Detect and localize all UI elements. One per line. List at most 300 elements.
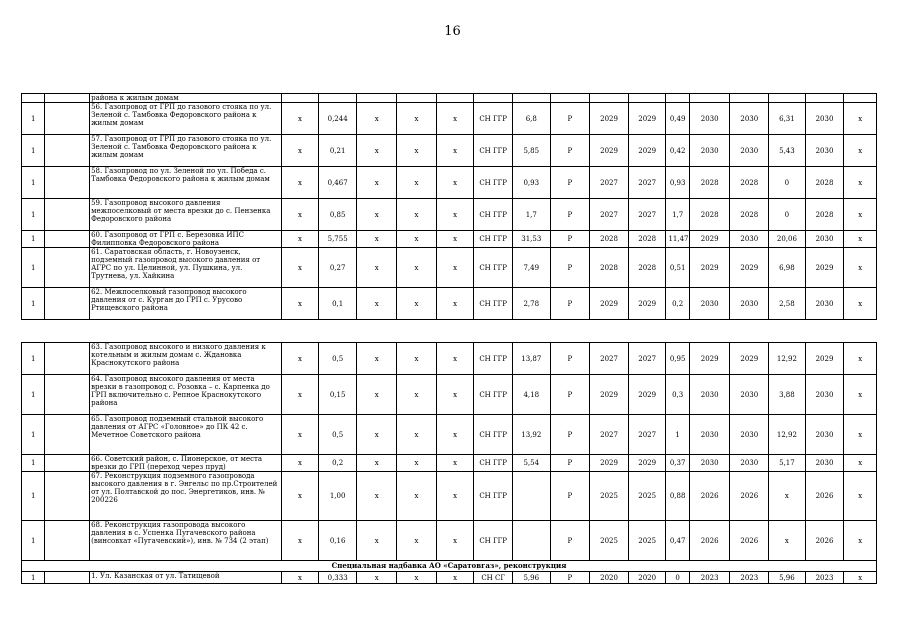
table-cell: х [397,472,437,521]
table-cell [844,94,877,103]
table-cell: х [357,375,397,415]
table-cell: 6,98 [769,248,806,288]
table-cell: 58. Газопровод по ул. Зеленой по ул. Победа с. Тамбовка Федоровского района к жилым домам [90,167,282,199]
table-cell: СН ГГР [474,472,513,521]
table-cell: 1 [22,135,45,167]
table-cell: 0 [769,199,806,231]
table-cell: х [282,248,319,288]
table-cell: 2025 [590,472,629,521]
page-number: 16 [444,24,461,39]
table-cell: х [282,521,319,561]
table-cell [436,94,474,103]
table-cell: 1 [22,231,45,248]
table-cell: 2026 [805,472,844,521]
table-cell: Р [550,455,590,472]
table-cell: 0,47 [666,521,689,561]
table-cell: СН ГГР [474,455,513,472]
table-cell: 1 [22,572,45,584]
table-cell: 0,16 [318,521,357,561]
table-cell [357,94,397,103]
table-cell: Р [550,375,590,415]
table-cell: СН ГГР [474,343,513,375]
table-cell: х [357,135,397,167]
table-row [22,231,877,248]
table-cell: 2028 [628,231,666,248]
table-cell: 2029 [590,103,629,135]
table-cell: х [844,248,877,288]
table-cell: 1 [22,248,45,288]
table-cell: 66. Советский район, с. Пионерское, от места врезки до ГРП (переход через пруд) [90,455,282,472]
table-cell: х [844,375,877,415]
table-cell: 13,92 [512,415,550,455]
table-cell [45,199,90,231]
table-cell: х [844,472,877,521]
table-cell: 67. Реконструкция подземного газопровода высокого давления в г. Энгельс по пр.Строителей от ул. Полтавской до пос. Энергетиков, инв. № 200226 [90,472,282,521]
table-cell [689,94,730,103]
table-cell: Р [550,231,590,248]
table-cell: СН ГГР [474,521,513,561]
table-cell: 2020 [628,572,666,584]
table-cell: 1 [22,375,45,415]
table-cell: 0,88 [666,472,689,521]
table-cell: СН ГГР [474,248,513,288]
table-cell [628,94,666,103]
table-cell: 4,18 [512,375,550,415]
table-cell: 2030 [730,103,769,135]
table-cell: СН СГ [474,572,513,584]
table-cell: х [436,343,474,375]
table-cell: х [436,455,474,472]
table-cell: х [397,455,437,472]
table-cell: 2030 [805,415,844,455]
table-cell: 2028 [590,248,629,288]
table-cell: Р [550,248,590,288]
table-cell: 2029 [805,343,844,375]
table-cell: 2029 [590,455,629,472]
table-cell: х [436,231,474,248]
table-row [22,375,877,415]
table-row [22,288,877,320]
table-cell: 2029 [689,248,730,288]
table-cell: х [397,199,437,231]
table-cell [512,472,550,521]
table-cell: 1 [22,415,45,455]
table-cell: 2030 [805,455,844,472]
table-cell: 20,06 [769,231,806,248]
table-cell: 2029 [628,288,666,320]
table-cell: х [357,103,397,135]
table-cell: 2029 [590,375,629,415]
table-cell: 2030 [689,375,730,415]
table-cell: 2,58 [769,288,806,320]
table-cell: х [282,288,319,320]
table-cell: х [282,167,319,199]
table-cell [45,103,90,135]
table-cell: х [397,288,437,320]
table-cell: х [436,103,474,135]
table-cell: 2028 [590,231,629,248]
table-cell: 2027 [628,415,666,455]
table-cell: 2029 [730,343,769,375]
table-cell [512,94,550,103]
table-cell [22,94,45,103]
table-cell: 2030 [730,231,769,248]
table-cell: 2029 [590,135,629,167]
table-cell: х [282,103,319,135]
table-cell: 2025 [628,521,666,561]
table-cell [45,472,90,521]
table-cell: х [436,375,474,415]
table-row [22,455,877,472]
table-cell [45,343,90,375]
table-cell: Р [550,572,590,584]
table-cell: х [357,231,397,248]
table-cell: х [357,248,397,288]
table-cell: 2030 [805,231,844,248]
table-cell: 6,8 [512,103,550,135]
table-row [22,135,877,167]
table-cell [45,248,90,288]
table-cell: Р [550,167,590,199]
table-cell: 2027 [590,167,629,199]
table-cell: 2027 [628,167,666,199]
table-cell: х [769,521,806,561]
table-cell: 5,85 [512,135,550,167]
table-cell: 2027 [628,343,666,375]
table-cell: 2028 [730,199,769,231]
table-cell: Р [550,103,590,135]
table-cell: х [282,572,319,584]
table-cell: х [282,135,319,167]
table-cell: 1 [22,455,45,472]
table-cell: 57. Газопровод от ГРП до газового стояка по ул. Зеленой с. Тамбовка Федоровского района к жилым домам [90,135,282,167]
table-cell: х [397,231,437,248]
table-cell: 0,42 [666,135,689,167]
table-cell: х [436,415,474,455]
table-cell: 2030 [730,135,769,167]
table-cell: 2026 [805,521,844,561]
table-cell: СН ГГР [474,415,513,455]
table-cell: 5,96 [769,572,806,584]
table-cell: 2029 [628,135,666,167]
table-cell: СН ГГР [474,135,513,167]
table-cell: 2027 [628,199,666,231]
table-cell: 2029 [590,288,629,320]
table-cell: 0,93 [512,167,550,199]
table-cell [550,94,590,103]
table-cell: х [436,135,474,167]
table-cell: СН ГГР [474,199,513,231]
table-cell: х [436,521,474,561]
table-cell: 2027 [590,415,629,455]
table-row [22,561,877,572]
table-cell: 2030 [689,415,730,455]
table-cell: х [357,343,397,375]
table-cell: 60. Газопровод от ГРП с. Березовка ИПС Филипповка Федоровского района [90,231,282,248]
table-cell: 2029 [689,343,730,375]
table-cell: х [397,135,437,167]
table-cell: х [357,415,397,455]
table-cell: 5,43 [769,135,806,167]
table-cell [45,231,90,248]
table-cell: 0 [769,167,806,199]
table-cell: х [397,248,437,288]
table-cell: 56. Газопровод от ГРП до газового стояка по ул. Зеленой с. Тамбовка Федоровского района к жилым домам [90,103,282,135]
table-cell: 2030 [730,415,769,455]
table-cell: 0,93 [666,167,689,199]
table-cell: 0,85 [318,199,357,231]
table-cell: 1,7 [512,199,550,231]
table-cell: 0,37 [666,455,689,472]
investment-table-part-1 [21,93,877,320]
table-row [22,167,877,199]
table-cell: х [397,343,437,375]
table-cell: 2026 [730,472,769,521]
table-cell: СН ГГР [474,288,513,320]
table-cell: 1. Ул. Казанская от ул. Татищевой [90,572,282,584]
table-cell: 2020 [590,572,629,584]
table-cell: 2028 [628,248,666,288]
table-cell: х [282,375,319,415]
table-cell: х [844,103,877,135]
table-cell: 0,2 [666,288,689,320]
table-cell: 2027 [590,343,629,375]
table-cell: 0,3 [666,375,689,415]
table-cell [45,375,90,415]
table-cell [805,94,844,103]
table-cell: х [282,455,319,472]
table-cell [282,94,319,103]
table-cell: 62. Межпоселковый газопровод высокого давления от с. Курган до ГРП с. Урусово Ртищевского района [90,288,282,320]
table-cell: 0 [666,572,689,584]
table-cell: 0,95 [666,343,689,375]
table-cell [590,94,629,103]
table-cell: 2028 [689,167,730,199]
table-cell: х [844,521,877,561]
table-cell: 2028 [805,167,844,199]
table-cell: х [436,472,474,521]
table-cell: х [397,521,437,561]
table-cell: Р [550,199,590,231]
table-cell: 2029 [689,231,730,248]
table-cell: 1,00 [318,472,357,521]
table-cell [318,94,357,103]
table-cell: 0,2 [318,455,357,472]
table-cell: Р [550,415,590,455]
table-row [22,572,877,584]
table-cell: х [844,231,877,248]
table-cell: Р [550,343,590,375]
table-cell: х [282,231,319,248]
table-cell: 2029 [730,248,769,288]
table-cell: 0,333 [318,572,357,584]
table-cell: х [436,248,474,288]
table-cell: 1 [666,415,689,455]
table-row [22,94,877,103]
table-cell: х [282,343,319,375]
table-cell: 2023 [689,572,730,584]
table-cell: х [357,199,397,231]
table-cell: 2023 [805,572,844,584]
table-cell: 63. Газопровод высокого и низкого давления к котельным и жилым домам с. Ждановка Краснокутского района [90,343,282,375]
table-cell: х [397,103,437,135]
table-cell [45,135,90,167]
table-cell: х [357,572,397,584]
investment-table-part-2 [21,342,877,584]
table-cell: х [357,288,397,320]
table-cell: 12,92 [769,343,806,375]
table-cell [45,415,90,455]
table-cell: 1,7 [666,199,689,231]
table-cell [397,94,437,103]
table-cell: х [397,167,437,199]
table-cell: СН ГГР [474,103,513,135]
table-cell: Р [550,288,590,320]
table-cell: 68. Реконструкция газопровода высокого давления в с. Успенка Пугачевского района (винсовхат «Пугачевский»), инв. № 734 (2 этап) [90,521,282,561]
table-cell: 7,49 [512,248,550,288]
table-cell: х [397,375,437,415]
table-row [22,415,877,455]
table-cell: 2028 [730,167,769,199]
table-cell: х [844,415,877,455]
table-cell: х [844,572,877,584]
table-cell: 1 [22,103,45,135]
table-cell: 2025 [628,472,666,521]
table-cell: х [844,199,877,231]
table-cell: х [282,199,319,231]
table-cell [45,288,90,320]
table-cell: СН ГГР [474,375,513,415]
table-row [22,343,877,375]
table-cell: 11,47 [666,231,689,248]
table-cell [45,94,90,103]
table-cell: х [397,415,437,455]
table-cell [45,572,90,584]
table-cell: 2026 [689,521,730,561]
table-cell: 3,88 [769,375,806,415]
table-cell: 5,17 [769,455,806,472]
table-cell: 6,31 [769,103,806,135]
table-cell: 2030 [689,455,730,472]
table-cell: 2030 [689,288,730,320]
table-cell: х [357,521,397,561]
table-row [22,248,877,288]
table-cell: х [844,167,877,199]
table-cell: 1 [22,472,45,521]
table-cell: 1 [22,521,45,561]
table-cell: 13,87 [512,343,550,375]
table-cell: 2029 [628,103,666,135]
table-cell: 31,53 [512,231,550,248]
table-cell: х [436,572,474,584]
table-cell: Р [550,521,590,561]
table-cell: 0,51 [666,248,689,288]
table-cell: х [282,415,319,455]
table-cell: 61. Саратовская область, г. Новоузенск, подземный газопровод высокого давления от АГРС по ул. Целинной, ул. Пушкина, ул. Трутнева, ул. Хайкина [90,248,282,288]
table-cell: 0,21 [318,135,357,167]
table-cell: 1 [22,167,45,199]
table-cell: 2029 [628,455,666,472]
table-cell: 2029 [628,375,666,415]
table-cell: 2029 [805,248,844,288]
table-cell [474,94,513,103]
table-cell: х [357,167,397,199]
table-cell: 2028 [805,199,844,231]
table-cell: х [436,288,474,320]
table-cell: х [436,199,474,231]
table-cell: х [844,455,877,472]
table-cell: х [397,572,437,584]
table-cell: 2030 [805,288,844,320]
table-cell: 1 [22,199,45,231]
table-cell: 0,244 [318,103,357,135]
table-cell: 65. Газопровод подземный стальной высокого давления от АГРС «Головное» до ПК 42 с. Мечетное Советского района [90,415,282,455]
table-cell: района к жилым домам [90,94,282,103]
table-cell: 2030 [805,135,844,167]
table-cell: х [357,472,397,521]
table-cell: х [844,288,877,320]
table-cell: 0,15 [318,375,357,415]
table-row [22,199,877,231]
table-cell [512,521,550,561]
table-cell: 5,755 [318,231,357,248]
table-cell: 64. Газопровод высокого давления от места врезки в газопровод с. Розовка – с. Карпенка до ГРП включительно с. Репное Краснокутского района [90,375,282,415]
table-cell: 2025 [590,521,629,561]
table-cell: 2030 [730,455,769,472]
table-cell: 0,49 [666,103,689,135]
table-cell: 2027 [590,199,629,231]
table-cell: х [357,455,397,472]
table-cell: 2030 [805,375,844,415]
table-cell [730,94,769,103]
table-cell: 59. Газопровод высокого давления межпоселковый от места врезки до с. Пензенка Федоровского района [90,199,282,231]
table-cell: 12,92 [769,415,806,455]
table-cell: 5,96 [512,572,550,584]
table-cell: х [769,472,806,521]
table-row [22,472,877,521]
table-cell: 1 [22,343,45,375]
table-cell: СН ГГР [474,167,513,199]
table-cell: 2023 [730,572,769,584]
table-cell: 2026 [689,472,730,521]
table-cell: 0,5 [318,415,357,455]
table-cell: 2026 [730,521,769,561]
table-row [22,103,877,135]
table-cell: 2030 [805,103,844,135]
table-cell: 0,27 [318,248,357,288]
table-cell [45,167,90,199]
table-cell: СН ГГР [474,231,513,248]
table-cell: 5,54 [512,455,550,472]
table-cell: 2030 [730,375,769,415]
table-cell: 2030 [730,288,769,320]
table-cell: 0,5 [318,343,357,375]
table-cell [666,94,689,103]
table-cell: х [436,167,474,199]
table-cell: 2030 [689,103,730,135]
table-cell: 2,78 [512,288,550,320]
table-cell [769,94,806,103]
table-cell: 2030 [689,135,730,167]
table-cell: Р [550,135,590,167]
table-cell [45,455,90,472]
table-cell [45,521,90,561]
table-cell: х [844,135,877,167]
table-cell: х [844,343,877,375]
table-cell: 0,467 [318,167,357,199]
table-row [22,521,877,561]
section-heading: Специальная надбавка АО «Саратовгаз», реконструкция [22,561,877,572]
